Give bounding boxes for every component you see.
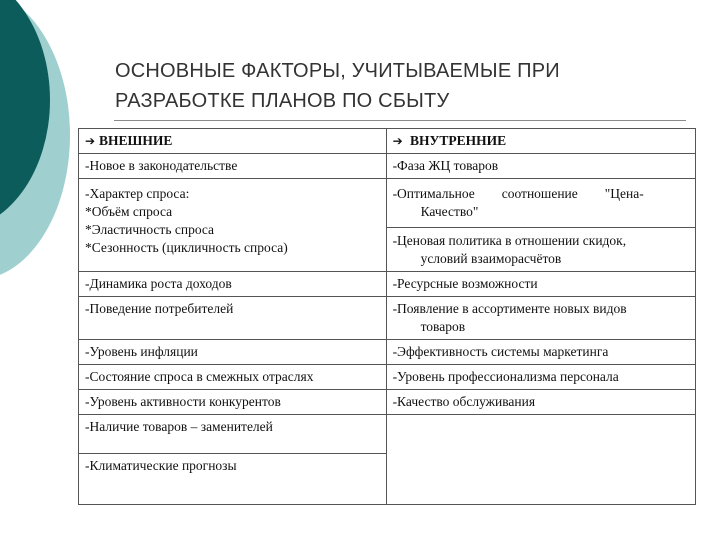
table-cell <box>79 179 387 272</box>
arrow-right-icon: ➔ <box>392 134 403 148</box>
demand-line: *Объём спроса <box>85 204 173 219</box>
table-header-row <box>79 129 696 154</box>
table-row <box>79 272 696 297</box>
header-external-label: ВНЕШНИЕ <box>99 133 173 148</box>
factors-table <box>78 128 696 505</box>
title-line-2: РАЗРАБОТКЕ ПЛАНОВ ПО СБЫТУ <box>115 90 450 112</box>
assortment-line: товаров <box>420 319 466 334</box>
demand-line: *Эластичность спроса <box>85 222 215 237</box>
cell-divider <box>387 227 695 228</box>
table-cell: -Фаза ЖЦ товаров <box>386 154 695 179</box>
price-quality-line: Качество" <box>420 204 479 219</box>
table-row <box>79 297 696 340</box>
table-cell: -Эффективность системы маркетинга <box>386 340 695 365</box>
table-row <box>79 154 696 179</box>
decorative-circles <box>0 0 90 300</box>
demand-line: *Сезонность (цикличность спроса) <box>85 240 288 255</box>
table-cell: -Уровень активности конкурентов <box>79 390 387 415</box>
table-cell: -Уровень инфляции <box>79 340 387 365</box>
header-external <box>79 129 387 154</box>
header-internal <box>386 129 695 154</box>
table-cell: -Уровень профессионализма персонала <box>386 365 695 390</box>
table-cell <box>386 179 695 272</box>
table-row <box>79 340 696 365</box>
table-cell <box>386 415 695 505</box>
pricing-policy-line: условий взаиморасчётов <box>420 251 562 266</box>
demand-line: -Характер спроса: <box>85 186 190 201</box>
header-internal-label: ВНУТРЕННИЕ <box>409 133 507 148</box>
table-cell: -Поведение потребителей <box>79 297 387 340</box>
table-row <box>79 179 696 272</box>
assortment-line: -Появление в ассортименте новых видов <box>392 301 627 316</box>
pricing-policy-line: -Ценовая политика в отношении скидок, <box>392 233 627 248</box>
arrow-right-icon: ➔ <box>85 134 96 148</box>
table-row <box>79 415 696 454</box>
title-divider <box>114 120 686 121</box>
table-cell: -Наличие товаров – заменителей <box>79 415 387 454</box>
table-cell: -Новое в законодательстве <box>79 154 387 179</box>
table-cell: -Динамика роста доходов <box>79 272 387 297</box>
slide-title <box>115 56 675 116</box>
table-cell: -Климатические прогнозы <box>79 454 387 505</box>
table-cell: -Качество обслуживания <box>386 390 695 415</box>
price-quality-line: -Оптимальное соотношение "Цена- <box>392 186 644 201</box>
table-row <box>79 390 696 415</box>
table-cell <box>386 297 695 340</box>
table-cell: -Ресурсные возможности <box>386 272 695 297</box>
table-row <box>79 365 696 390</box>
table-cell: -Состояние спроса в смежных отраслях <box>79 365 387 390</box>
title-line-1: ОСНОВНЫЕ ФАКТОРЫ, УЧИТЫВАЕМЫЕ ПРИ <box>115 60 560 82</box>
